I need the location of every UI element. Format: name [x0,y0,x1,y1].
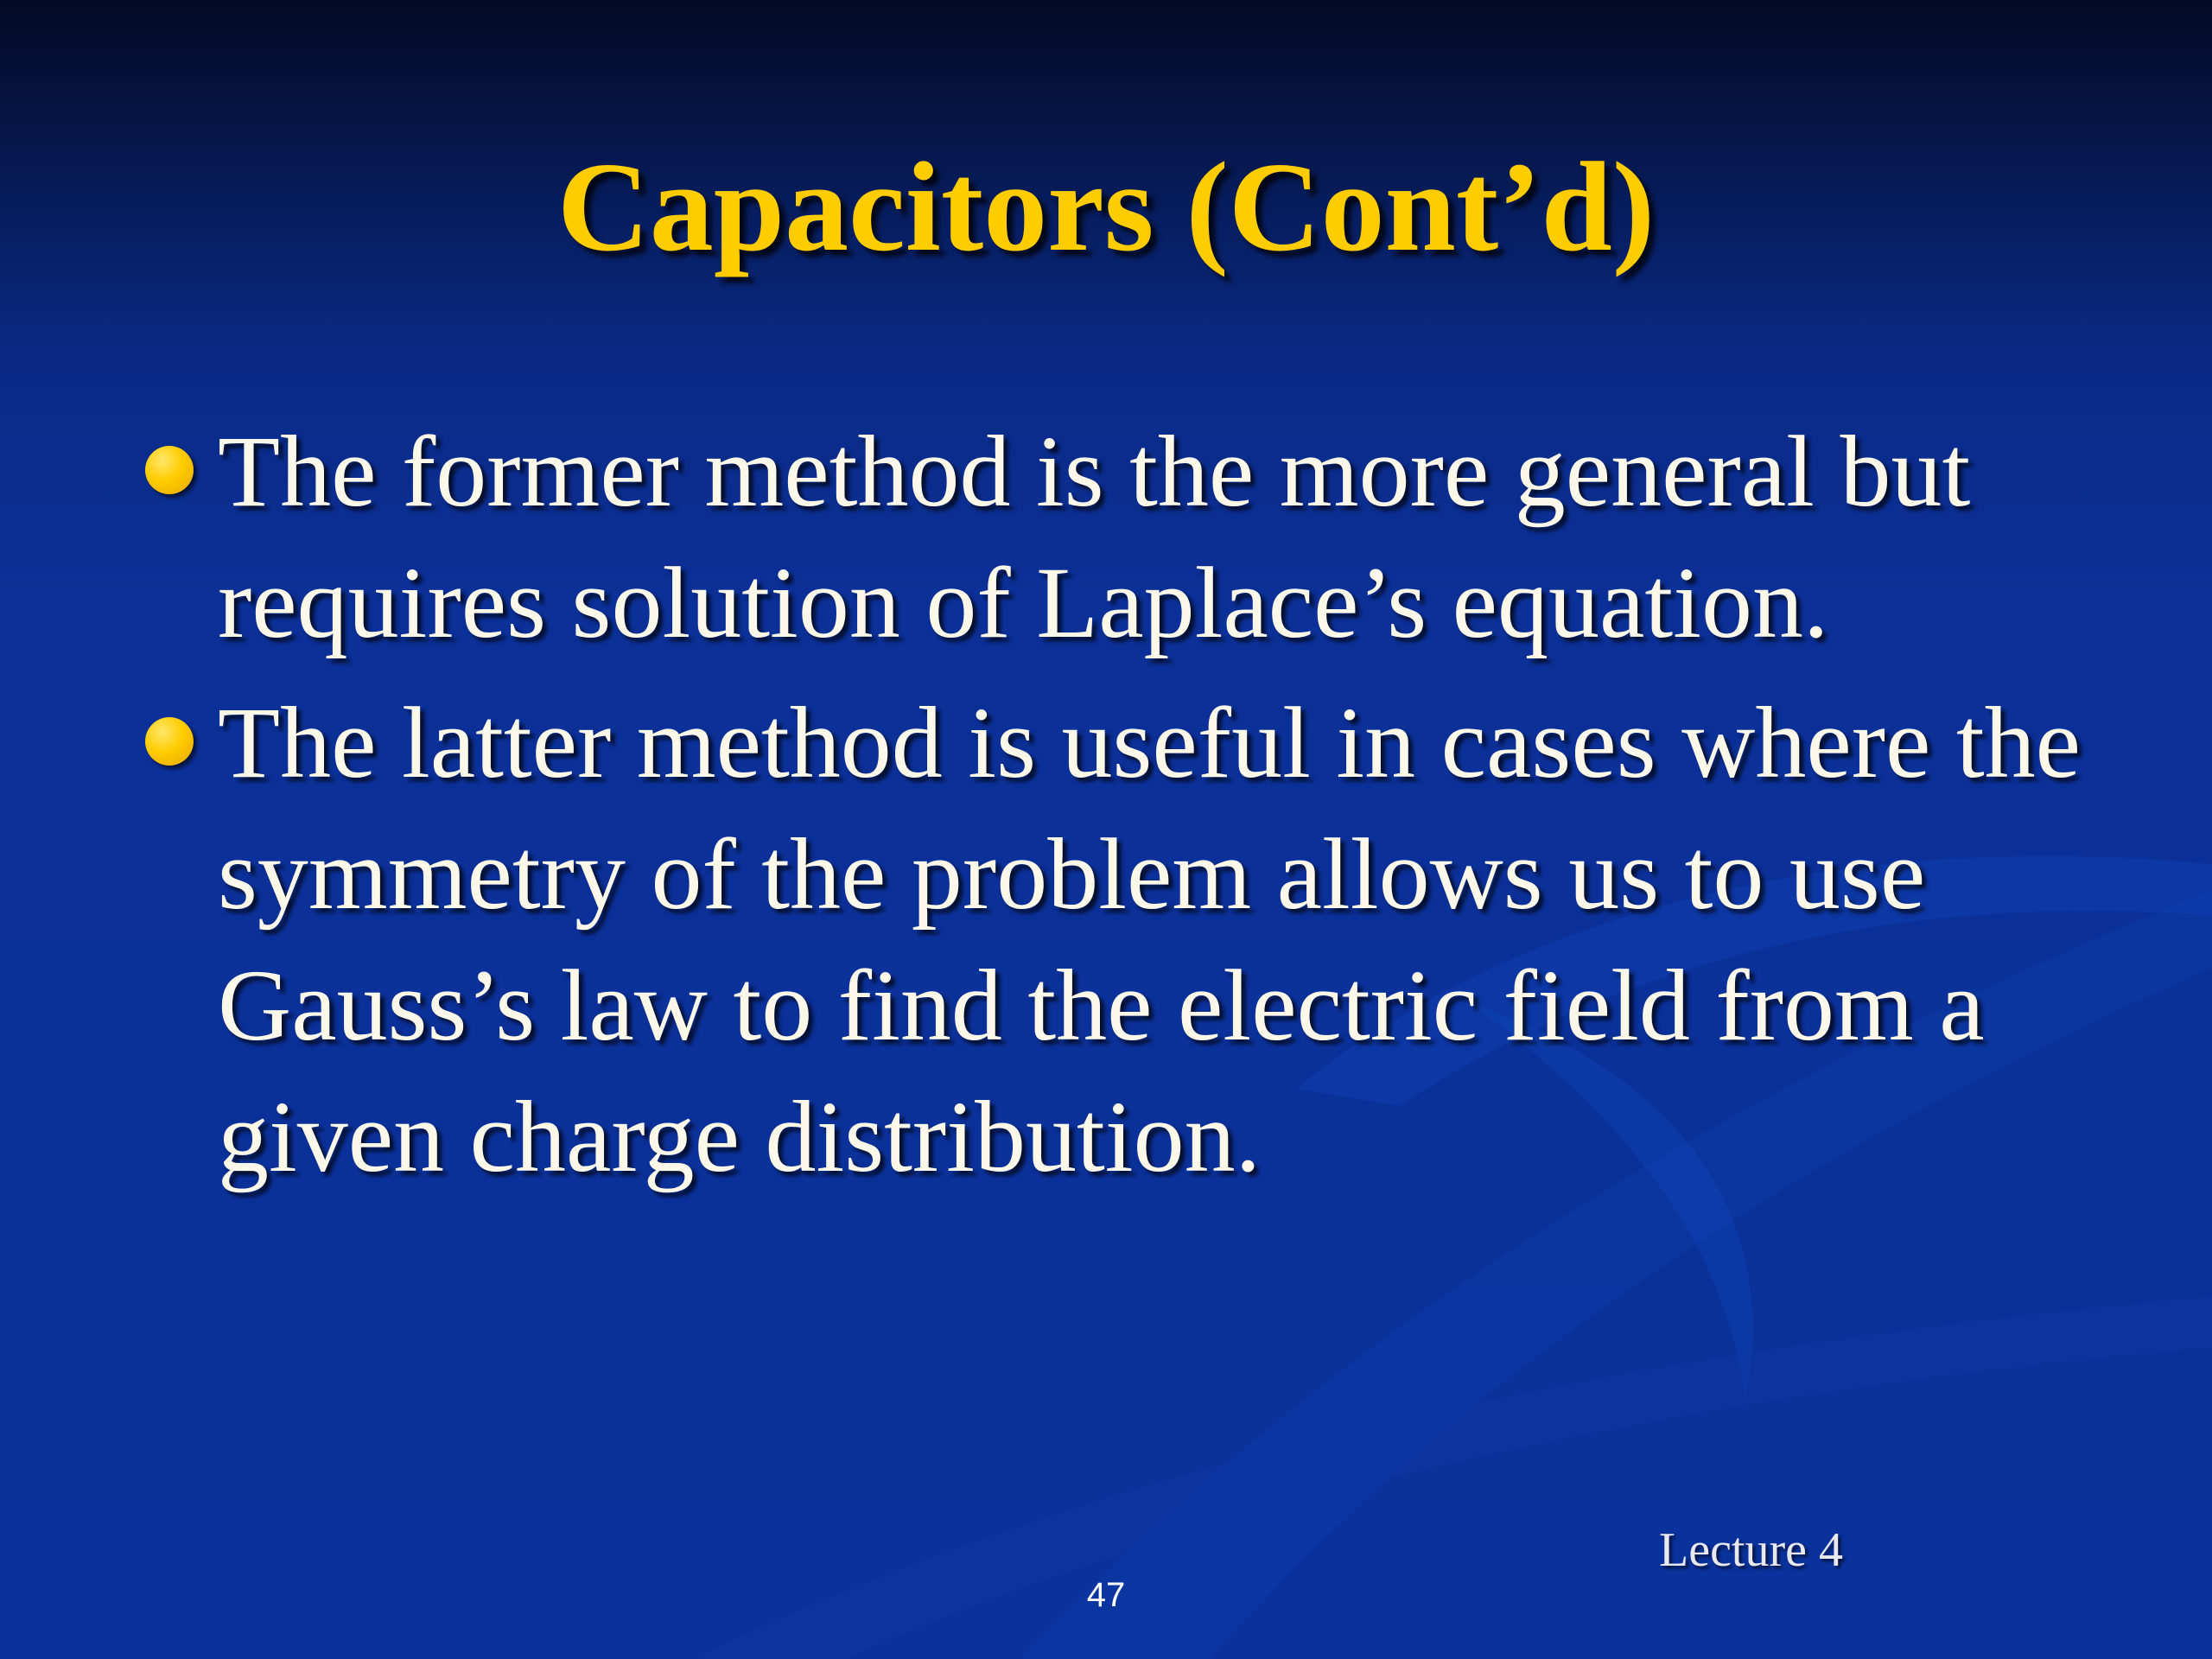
slide-title: Capacitors (Cont’d) [556,137,1656,278]
bullet-item [138,677,2091,1203]
footer-lecture-label: Lecture 4 [1659,1523,1843,1577]
bullet-item [138,406,2091,669]
page-number: 47 [1086,1576,1126,1614]
bullet-list [138,406,2091,1211]
bullet-text: The latter method is useful in cases where the symmetry of the problem allows us to use Gauss’s law to find the electric field from a given charge distribution. [218,686,2082,1193]
bullet-text: The former method is the more general but requires solution of Laplace’s equation. [218,415,1971,659]
bullet-icon [145,446,194,494]
bullet-icon [145,717,194,766]
